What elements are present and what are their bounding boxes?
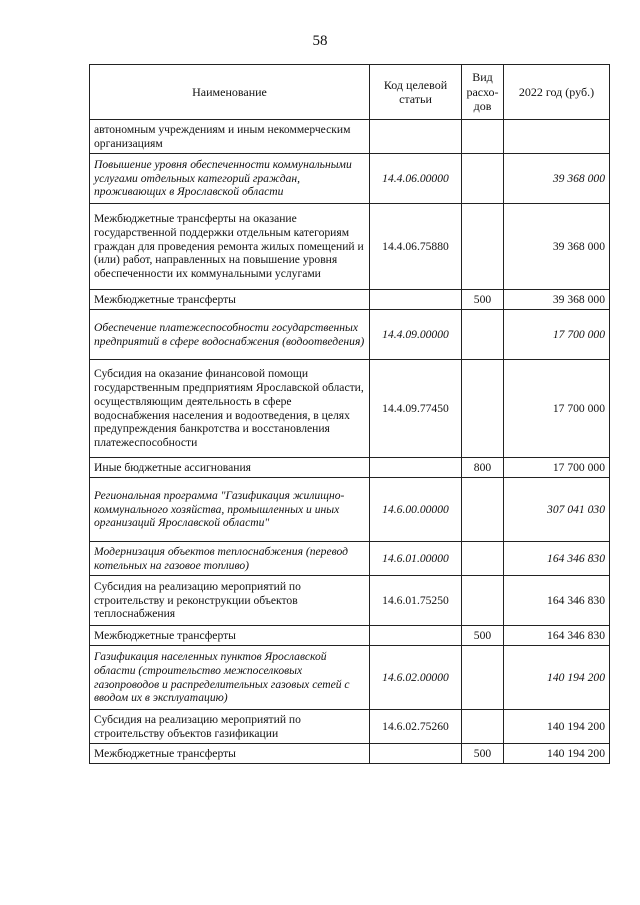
cell-sum: 17 700 000 — [504, 458, 610, 478]
table-row — [90, 576, 610, 626]
cell-code: 14.4.09.00000 — [370, 310, 462, 360]
cell-type: 500 — [462, 626, 504, 646]
page-number: 58 — [312, 33, 328, 49]
cell-name: автономным учреждениям и иным некоммерческим организациям — [90, 120, 370, 154]
cell-type — [462, 204, 504, 290]
cell-type — [462, 646, 504, 710]
table-row — [90, 154, 610, 204]
cell-name: Межбюджетные трансферты на оказание государственной поддержки отдельным категориям граждан для проведения ремонта жилых помещений и (или) работ, направленных на повышение уровня обеспеченности их коммунальными услугами — [90, 204, 370, 290]
cell-code — [370, 458, 462, 478]
table-row — [90, 290, 610, 310]
cell-code: 14.6.01.00000 — [370, 542, 462, 576]
cell-code — [370, 290, 462, 310]
header-name: Наименование — [90, 65, 370, 120]
cell-type: 500 — [462, 290, 504, 310]
header-code: Код целевой статьи — [370, 65, 462, 120]
cell-code: 14.6.00.00000 — [370, 478, 462, 542]
cell-code: 14.6.02.75260 — [370, 710, 462, 744]
cell-name: Иные бюджетные ассигнования — [90, 458, 370, 478]
table-row — [90, 360, 610, 458]
header-type: Вид расхо-дов — [462, 65, 504, 120]
table-row — [90, 478, 610, 542]
cell-name: Межбюджетные трансферты — [90, 290, 370, 310]
cell-type — [462, 576, 504, 626]
cell-type — [462, 542, 504, 576]
table-row — [90, 204, 610, 290]
table-body — [90, 120, 610, 764]
cell-sum: 164 346 830 — [504, 626, 610, 646]
cell-name: Субсидия на реализацию мероприятий по строительству объектов газификации — [90, 710, 370, 744]
cell-name: Повышение уровня обеспеченности коммунальными услугами отдельных категорий граждан, проживающих в Ярославской области — [90, 154, 370, 204]
cell-sum — [504, 120, 610, 154]
cell-name: Межбюджетные трансферты — [90, 744, 370, 764]
cell-name: Модернизация объектов теплоснабжения (перевод котельных на газовое топливо) — [90, 542, 370, 576]
budget-table — [89, 64, 610, 764]
cell-code — [370, 744, 462, 764]
cell-sum: 164 346 830 — [504, 576, 610, 626]
table-row — [90, 626, 610, 646]
cell-type: 800 — [462, 458, 504, 478]
table-header-row — [90, 65, 610, 120]
cell-name: Межбюджетные трансферты — [90, 626, 370, 646]
cell-type — [462, 710, 504, 744]
table-row — [90, 310, 610, 360]
cell-code — [370, 120, 462, 154]
cell-type — [462, 154, 504, 204]
table-row — [90, 120, 610, 154]
cell-code: 14.4.06.00000 — [370, 154, 462, 204]
cell-code: 14.6.01.75250 — [370, 576, 462, 626]
cell-sum: 307 041 030 — [504, 478, 610, 542]
cell-type — [462, 120, 504, 154]
cell-sum: 39 368 000 — [504, 154, 610, 204]
cell-name: Газификация населенных пунктов Ярославской области (строительство межпоселковых газопроводов и распределительных газовых сетей с вводом их в эксплуатацию) — [90, 646, 370, 710]
cell-type — [462, 360, 504, 458]
table-row — [90, 542, 610, 576]
cell-name: Региональная программа "Газификация жилищно-коммунального хозяйства, промышленных и иных организаций Ярославской области" — [90, 478, 370, 542]
cell-type — [462, 478, 504, 542]
table-row — [90, 744, 610, 764]
cell-sum: 17 700 000 — [504, 310, 610, 360]
cell-sum: 140 194 200 — [504, 646, 610, 710]
cell-sum: 39 368 000 — [504, 204, 610, 290]
cell-code: 14.6.02.00000 — [370, 646, 462, 710]
cell-code: 14.4.06.75880 — [370, 204, 462, 290]
cell-sum: 39 368 000 — [504, 290, 610, 310]
cell-code: 14.4.09.77450 — [370, 360, 462, 458]
cell-sum: 17 700 000 — [504, 360, 610, 458]
cell-type: 500 — [462, 744, 504, 764]
table-row — [90, 710, 610, 744]
cell-code — [370, 626, 462, 646]
header-sum: 2022 год (руб.) — [504, 65, 610, 120]
cell-sum: 164 346 830 — [504, 542, 610, 576]
cell-name: Субсидия на оказание финансовой помощи государственным предприятиям Ярославской области, осуществляющим деятельность в сфере водоснабжения населения и водоотведения, в целях предупреждения банкротства и восстановления платежеспособности — [90, 360, 370, 458]
cell-sum: 140 194 200 — [504, 744, 610, 764]
table-row — [90, 646, 610, 710]
table-row — [90, 458, 610, 478]
cell-name: Субсидия на реализацию мероприятий по строительству и реконструкции объектов теплоснабжения — [90, 576, 370, 626]
cell-sum: 140 194 200 — [504, 710, 610, 744]
cell-type — [462, 310, 504, 360]
cell-name: Обеспечение платежеспособности государственных предприятий в сфере водоснабжения (водоотведения) — [90, 310, 370, 360]
